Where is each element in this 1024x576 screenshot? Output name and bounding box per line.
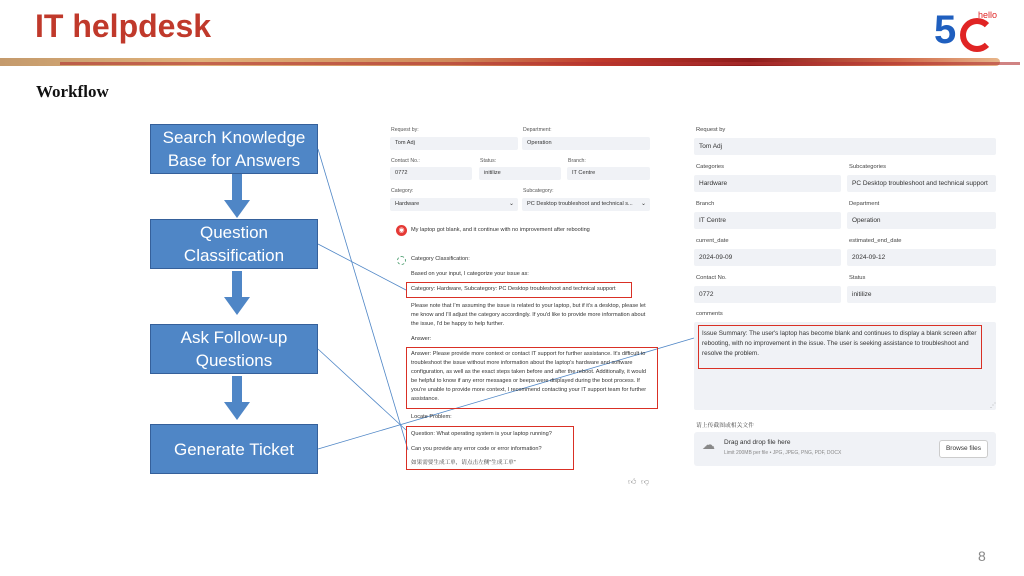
follow-up-question: Question: What operating system is your laptop running? [411,431,552,437]
issue-summary-line: Issue Summary: The user's laptop has become blank and continues to display a blank screen after [702,330,977,337]
issue-summary-line: rebooting, with no improvement in the issue. The user is seeking assistance to troubleshoot and [702,340,969,347]
chat-category-select[interactable] [390,198,518,211]
chat-category-label: Category: [391,188,414,194]
page-title: IT helpdesk [35,8,212,44]
form-comments-label: comments [696,311,723,317]
logo-hello: hello [978,10,998,20]
chat-branch-field[interactable]: IT Centre [567,167,650,180]
form-categories-field[interactable]: Hardware [694,175,841,192]
form-estimated-end-date-label: estimated_end_date [849,238,902,244]
chat-contact-label: Contact No.: [391,158,420,164]
locate-problem-label: Locate Problem: [411,414,452,420]
form-status-label: Status [849,275,866,281]
form-branch-label: Branch [696,201,715,207]
generate-ticket-hint: 如果需要生成工单，请点击左侧"生成工单" [411,460,516,466]
section-title: Workflow [36,82,109,101]
chat-request-by-label: Request by: [391,127,419,133]
resize-handle-icon[interactable]: ⋰ [990,403,996,409]
flow-step-ticket: Generate Ticket [150,424,318,474]
form-department-field[interactable]: Operation [847,212,996,229]
answer-line: troubleshoot the issue without more information about the laptop's hardware and software [411,360,633,366]
chat-request-by-field[interactable]: Tom Adj [390,137,518,150]
chat-subcategory-label: Subcategory: [523,188,554,194]
thumbs-up-icon[interactable]: 👍︎ [628,477,637,486]
form-request-by-field[interactable]: Tom Adj [694,138,996,155]
answer-line: be helpful to know if any error messages or beeps were displayed during the boot process. If [411,378,640,384]
classification-intro: Based on your input, I categorize your issue as: [411,271,529,277]
classification-note-line: Please note that I'm assuming the issue is related to your laptop, but if it's a desktop, please let [411,303,646,309]
answer-line: configuration, as well as the exact steps taken before and after the reboot. Additionally, it would [411,369,646,375]
answer-label: Answer: [411,336,432,342]
upload-label: 请上传截图或相关文件 [696,423,754,429]
user-avatar-icon: ◉ [396,225,407,236]
connector-classification [318,244,406,290]
assistant-avatar-icon [397,256,406,265]
classification-title: Category Classification: [411,256,470,262]
flow-step-classification: Question Classification [150,219,318,269]
form-subcategories-field[interactable]: PC Desktop troubleshoot and technical support [847,175,996,192]
chat-contact-field[interactable]: 0772 [390,167,472,180]
chevron-down-icon: ⌄ [508,201,514,207]
answer-line: you're unable to provide more context, I recommend contacting your IT support team for further [411,387,647,393]
logo-number: 5 [934,8,957,52]
form-contact-field[interactable]: 0772 [694,286,841,303]
flow-step-follow-up: Ask Follow-up Questions [150,324,318,374]
upload-limit-text: Limit 200MB per file • JPG, JPEG, PNG, PDF, DOCX [724,450,842,456]
connector-follow-up [318,349,406,430]
flow-step-search: Search Knowledge Base for Answers [150,124,318,174]
form-subcategories-label: Subcategories [849,164,887,170]
page-number: 8 [978,548,986,564]
chevron-down-icon: ⌄ [640,201,646,207]
form-request-by-label: Request by [696,127,726,133]
form-estimated-end-date-field[interactable]: 2024-09-12 [847,249,996,266]
chat-status-label: Status: [480,158,497,164]
connector-search [318,149,408,450]
cloud-upload-icon: ☁ [702,437,715,452]
classification-note-line: me know and I'll adjust the category accordingly. If you'd like to provide more information about [411,312,646,318]
form-branch-field[interactable]: IT Centre [694,212,841,229]
form-categories-label: Categories [696,164,725,170]
thumbs-down-icon[interactable]: 👎︎ [641,477,650,486]
follow-up-question: Can you provide any error code or error information? [411,446,542,452]
chat-department-field[interactable]: Operation [522,137,650,150]
chat-status-field[interactable]: initilize [479,167,561,180]
answer-line: assistance. [411,396,439,402]
chat-subcategory-select[interactable] [522,198,650,211]
chat-branch-label: Branch: [568,158,586,164]
chat-department-label: Department: [523,127,552,133]
classification-result: Category: Hardware, Subcategory: PC Desktop troubleshoot and technical support [411,286,616,292]
drag-drop-text: Drag and drop file here [724,439,791,446]
form-current-date-field[interactable]: 2024-09-09 [694,249,841,266]
user-message: My laptop got blank, and it continue with no improvement after rebooting [411,227,590,233]
chat-subcategory-value: PC Desktop troubleshoot and technical s... [527,201,633,207]
answer-line: Answer: Please provide more context or contact IT support for further assistance. It's difficult to [411,351,646,357]
form-current-date-label: current_date [696,238,729,244]
browse-files-button[interactable]: Browse files [939,440,988,458]
form-contact-label: Contact No. [696,275,727,281]
file-uploader[interactable] [694,432,996,466]
chat-category-value: Hardware [395,201,420,207]
form-department-label: Department [849,201,880,207]
form-status-field[interactable]: initilize [847,286,996,303]
issue-summary-line: resolve the problem. [702,350,760,357]
classification-note-line: the issue, I'd be happy to help further. [411,321,505,327]
